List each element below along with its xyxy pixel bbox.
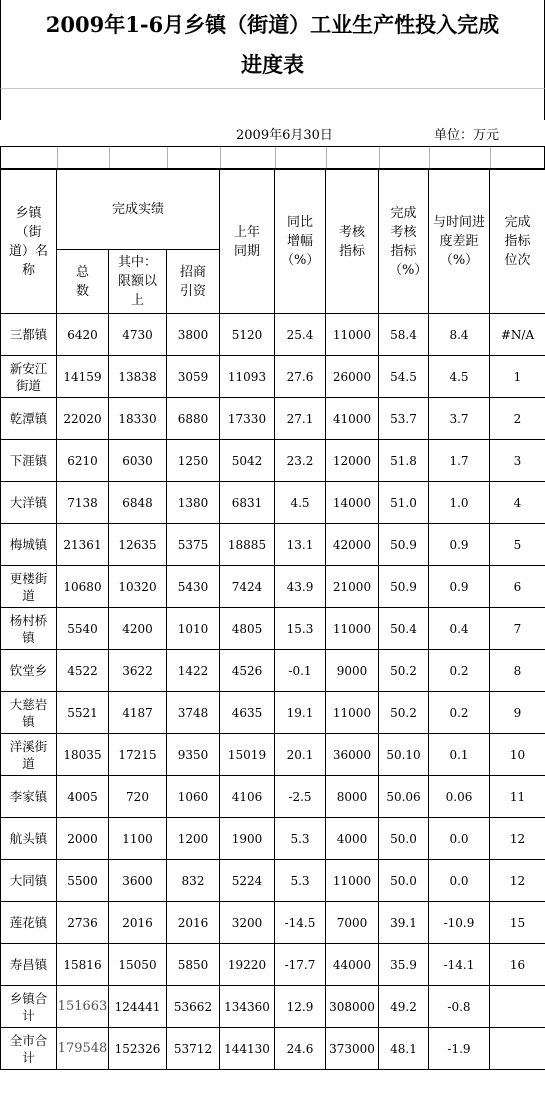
cell-invest: 1060 (167, 776, 220, 818)
cell-rank: 9 (490, 692, 545, 734)
cell-last: 19220 (220, 944, 275, 986)
cell-name: 李家镇 (1, 776, 57, 818)
cell-name: 洋溪街道 (1, 734, 57, 776)
cell-ratio: 51.8 (379, 440, 429, 482)
cell-target: 12000 (326, 440, 379, 482)
cell-growth: 15.3 (275, 608, 326, 650)
cell-gap: 0.2 (429, 692, 490, 734)
cell-target: 11000 (326, 860, 379, 902)
cell-name: 杨村桥镇 (1, 608, 57, 650)
cell-total: 5540 (57, 608, 109, 650)
table-row (1, 356, 545, 398)
table-row (1, 818, 545, 860)
cell-above: 4187 (109, 692, 167, 734)
cell-target: 21000 (326, 566, 379, 608)
table-row (1, 986, 545, 1028)
cell-ratio: 50.06 (379, 776, 429, 818)
cell-gap: -0.8 (429, 986, 490, 1028)
cell-rank (490, 1028, 545, 1070)
report-title: 2009年1-6月乡镇（街道）工业生产性投入完成进度表 (0, 0, 545, 88)
cell-above: 2016 (109, 902, 167, 944)
cell-above: 124441 (109, 986, 167, 1028)
cell-invest: 9350 (167, 734, 220, 776)
cell-last: 4805 (220, 608, 275, 650)
cell-name: 大洋镇 (1, 482, 57, 524)
cell-gap: 3.7 (429, 398, 490, 440)
cell-above: 3622 (109, 650, 167, 692)
cell-ratio: 50.10 (379, 734, 429, 776)
table-row (1, 944, 545, 986)
cell-name: 全市合计 (1, 1028, 57, 1070)
cell-rank (490, 986, 545, 1028)
cell-invest: 6880 (167, 398, 220, 440)
cell-growth: 20.1 (275, 734, 326, 776)
cell-invest: 1250 (167, 440, 220, 482)
cell-total: 7138 (57, 482, 109, 524)
cell-rank: 12 (490, 860, 545, 902)
cell-total: 4005 (57, 776, 109, 818)
cell-invest: 1380 (167, 482, 220, 524)
cell-gap: 1.0 (429, 482, 490, 524)
header-completion-ratio: 完成考核指标（%） (379, 170, 429, 314)
cell-total: 4522 (57, 650, 109, 692)
cell-rank: 12 (490, 818, 545, 860)
cell-gap: 8.4 (429, 314, 490, 356)
cell-name: 航头镇 (1, 818, 57, 860)
cell-rank: 16 (490, 944, 545, 986)
cell-gap: -1.9 (429, 1028, 490, 1070)
cell-target: 44000 (326, 944, 379, 986)
header-investment: 招商引资 (167, 250, 220, 314)
cell-last: 5042 (220, 440, 275, 482)
cell-target: 26000 (326, 356, 379, 398)
cell-ratio: 50.9 (379, 566, 429, 608)
cell-above: 10320 (109, 566, 167, 608)
cell-invest: 5850 (167, 944, 220, 986)
cell-invest: 832 (167, 860, 220, 902)
header-time-gap: 与时间进度差距（%） (429, 170, 490, 314)
cell-total: 18035 (57, 734, 109, 776)
cell-rank: 15 (490, 902, 545, 944)
cell-rank: 10 (490, 734, 545, 776)
cell-ratio: 50.2 (379, 692, 429, 734)
cell-total: 15816 (57, 944, 109, 986)
header-last-year: 上年同期 (220, 170, 275, 314)
cell-target: 8000 (326, 776, 379, 818)
cell-ratio: 35.9 (379, 944, 429, 986)
cell-invest: 3748 (167, 692, 220, 734)
cell-rank: 6 (490, 566, 545, 608)
cell-growth: -14.5 (275, 902, 326, 944)
cell-above: 152326 (109, 1028, 167, 1070)
cell-last: 5120 (220, 314, 275, 356)
cell-name: 大慈岩镇 (1, 692, 57, 734)
cell-invest: 1422 (167, 650, 220, 692)
cell-total: 21361 (57, 524, 109, 566)
cell-above: 4200 (109, 608, 167, 650)
table-row (1, 440, 545, 482)
cell-above: 3600 (109, 860, 167, 902)
cell-rank: 3 (490, 440, 545, 482)
cell-growth: 25.4 (275, 314, 326, 356)
cell-name: 新安江街道 (1, 356, 57, 398)
cell-above: 15050 (109, 944, 167, 986)
cell-target: 4000 (326, 818, 379, 860)
cell-total: 14159 (57, 356, 109, 398)
cell-gap: 0.4 (429, 608, 490, 650)
cell-rank: 11 (490, 776, 545, 818)
cell-above: 13838 (109, 356, 167, 398)
header-yoy-growth: 同比增幅（%） (275, 170, 326, 314)
header-completed: 完成实绩 (57, 170, 220, 250)
cell-last: 17330 (220, 398, 275, 440)
cell-total: 179548 (57, 1028, 109, 1070)
cell-gap: 1.7 (429, 440, 490, 482)
cell-target: 14000 (326, 482, 379, 524)
cell-total: 2000 (57, 818, 109, 860)
header-above-quota: 其中：限额以上 (109, 250, 167, 314)
cell-ratio: 39.1 (379, 902, 429, 944)
cell-last: 144130 (220, 1028, 275, 1070)
cell-last: 4526 (220, 650, 275, 692)
cell-last: 11093 (220, 356, 275, 398)
cell-invest: 5375 (167, 524, 220, 566)
table-row (1, 902, 545, 944)
table-row (1, 776, 545, 818)
cell-last: 4635 (220, 692, 275, 734)
cell-growth: 23.2 (275, 440, 326, 482)
cell-last: 3200 (220, 902, 275, 944)
cell-invest: 53662 (167, 986, 220, 1028)
cell-above: 1100 (109, 818, 167, 860)
cell-ratio: 50.4 (379, 608, 429, 650)
cell-total: 2736 (57, 902, 109, 944)
cell-growth: 24.6 (275, 1028, 326, 1070)
cell-last: 5224 (220, 860, 275, 902)
table-row (1, 608, 545, 650)
blank-header-row (0, 146, 545, 169)
cell-last: 4106 (220, 776, 275, 818)
cell-name: 寿昌镇 (1, 944, 57, 986)
cell-rank: 7 (490, 608, 545, 650)
cell-growth: 5.3 (275, 818, 326, 860)
cell-name: 大同镇 (1, 860, 57, 902)
cell-invest: 3800 (167, 314, 220, 356)
cell-ratio: 54.5 (379, 356, 429, 398)
table-row (1, 566, 545, 608)
cell-rank: 4 (490, 482, 545, 524)
cell-total: 6210 (57, 440, 109, 482)
cell-gap: -14.1 (429, 944, 490, 986)
cell-growth: 43.9 (275, 566, 326, 608)
cell-gap: 0.1 (429, 734, 490, 776)
cell-growth: -17.7 (275, 944, 326, 986)
cell-name: 更楼街道 (1, 566, 57, 608)
cell-rank: #N/A (490, 314, 545, 356)
cell-rank: 8 (490, 650, 545, 692)
cell-above: 17215 (109, 734, 167, 776)
header-target: 考核指标 (326, 170, 379, 314)
cell-ratio: 50.9 (379, 524, 429, 566)
cell-target: 11000 (326, 692, 379, 734)
cell-above: 6030 (109, 440, 167, 482)
cell-name: 莲花镇 (1, 902, 57, 944)
cell-invest: 1010 (167, 608, 220, 650)
cell-ratio: 48.1 (379, 1028, 429, 1070)
cell-growth: 5.3 (275, 860, 326, 902)
cell-growth: 12.9 (275, 986, 326, 1028)
cell-target: 9000 (326, 650, 379, 692)
table-row (1, 650, 545, 692)
table-row (1, 482, 545, 524)
progress-table (0, 169, 545, 1070)
cell-above: 720 (109, 776, 167, 818)
cell-gap: 0.9 (429, 566, 490, 608)
cell-gap: 0.0 (429, 860, 490, 902)
cell-name: 梅城镇 (1, 524, 57, 566)
cell-growth: -0.1 (275, 650, 326, 692)
cell-last: 18885 (220, 524, 275, 566)
cell-gap: 0.9 (429, 524, 490, 566)
cell-rank: 2 (490, 398, 545, 440)
cell-name: 钦堂乡 (1, 650, 57, 692)
cell-ratio: 50.0 (379, 818, 429, 860)
cell-growth: -2.5 (275, 776, 326, 818)
cell-invest: 2016 (167, 902, 220, 944)
table-row (1, 398, 545, 440)
cell-name: 乡镇合计 (1, 986, 57, 1028)
cell-above: 12635 (109, 524, 167, 566)
cell-rank: 5 (490, 524, 545, 566)
report-date: 2009年6月30日 (236, 128, 333, 143)
table-row (1, 1028, 545, 1070)
cell-last: 1900 (220, 818, 275, 860)
header-total: 总数 (57, 250, 109, 314)
cell-ratio: 58.4 (379, 314, 429, 356)
cell-last: 134360 (220, 986, 275, 1028)
cell-total: 6420 (57, 314, 109, 356)
cell-gap: 0.2 (429, 650, 490, 692)
table-row (1, 692, 545, 734)
cell-name: 三都镇 (1, 314, 57, 356)
cell-ratio: 50.2 (379, 650, 429, 692)
cell-name: 乾潭镇 (1, 398, 57, 440)
cell-growth: 27.1 (275, 398, 326, 440)
cell-ratio: 50.0 (379, 860, 429, 902)
report-unit: 单位：万元 (434, 128, 500, 143)
cell-target: 36000 (326, 734, 379, 776)
spacer-row (0, 88, 545, 120)
cell-invest: 53712 (167, 1028, 220, 1070)
cell-ratio: 53.7 (379, 398, 429, 440)
cell-invest: 5430 (167, 566, 220, 608)
cell-total: 151663 (57, 986, 109, 1028)
cell-target: 11000 (326, 314, 379, 356)
cell-ratio: 49.2 (379, 986, 429, 1028)
cell-target: 7000 (326, 902, 379, 944)
cell-gap: 0.06 (429, 776, 490, 818)
cell-above: 18330 (109, 398, 167, 440)
cell-name: 下涯镇 (1, 440, 57, 482)
cell-total: 5521 (57, 692, 109, 734)
cell-last: 7424 (220, 566, 275, 608)
cell-target: 42000 (326, 524, 379, 566)
cell-ratio: 51.0 (379, 482, 429, 524)
cell-above: 6848 (109, 482, 167, 524)
cell-gap: 4.5 (429, 356, 490, 398)
cell-total: 10680 (57, 566, 109, 608)
table-row (1, 524, 545, 566)
cell-total: 5500 (57, 860, 109, 902)
cell-total: 22020 (57, 398, 109, 440)
table-row (1, 860, 545, 902)
cell-growth: 13.1 (275, 524, 326, 566)
table-row (1, 734, 545, 776)
cell-last: 6831 (220, 482, 275, 524)
cell-invest: 1200 (167, 818, 220, 860)
cell-above: 4730 (109, 314, 167, 356)
cell-growth: 4.5 (275, 482, 326, 524)
cell-rank: 1 (490, 356, 545, 398)
cell-gap: -10.9 (429, 902, 490, 944)
cell-target: 11000 (326, 608, 379, 650)
cell-growth: 19.1 (275, 692, 326, 734)
header-rank: 完成指标位次 (490, 170, 545, 314)
cell-target: 41000 (326, 398, 379, 440)
cell-gap: 0.0 (429, 818, 490, 860)
table-row (1, 314, 545, 356)
cell-target: 373000 (326, 1028, 379, 1070)
cell-target: 308000 (326, 986, 379, 1028)
cell-growth: 27.6 (275, 356, 326, 398)
cell-last: 15019 (220, 734, 275, 776)
cell-invest: 3059 (167, 356, 220, 398)
header-name: 乡镇（街道）名称 (1, 170, 57, 314)
